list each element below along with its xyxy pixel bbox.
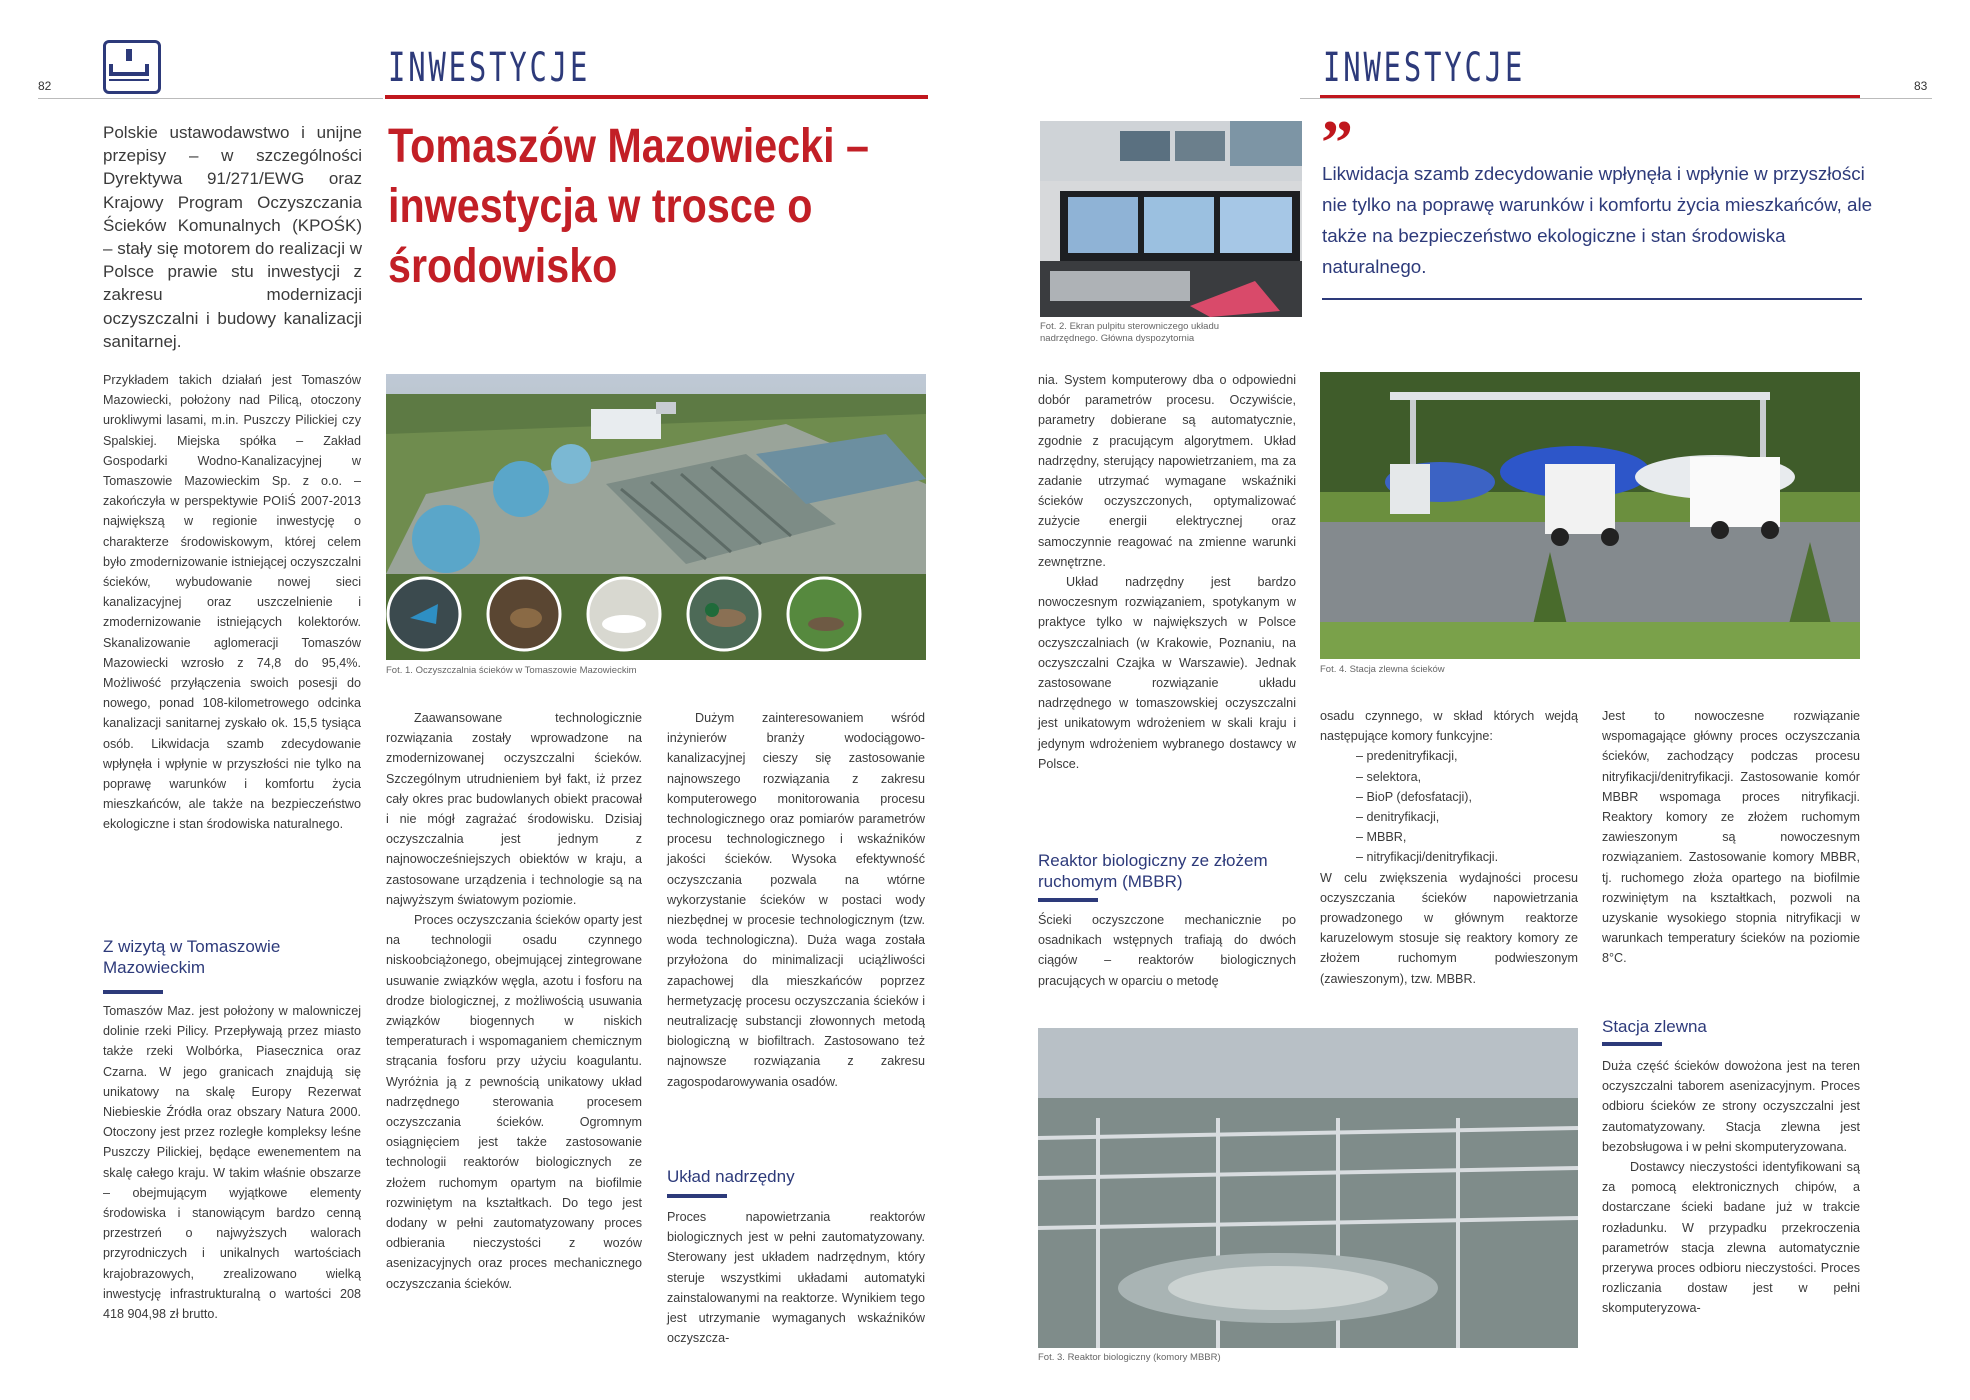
lead-paragraph: Polskie ustawodawstwo i unijne przepisy – w szczególności Dyrektywa 91/271/EWG oraz Krajowy Program Oczyszczania Ścieków Komunalnych (KPOŚK) – stały się motorem do realizacji w Polsce prawie stu inwestycji z zakresu modernizacji oczyszczalni i budowy kanalizacji sanitarnej.: [103, 123, 362, 351]
quote-rule: [1322, 298, 1862, 300]
list-item: – BioP (defosfatacji),: [1356, 787, 1578, 807]
right-col3-text2: Duża część ścieków dowożona jest na teren oczyszczalni taborem asenizacyjnym. Proces odbioru ścieków ze strony oczyszczalni jest zautomatyzowany. Stacja zlewna jest bezobsługowa i w pełni skomputeryzowana. Dostawcy nieczystości identyfikowani są za pomocą elektronicznych chipów, a dostarczane ścieki badane już w trakcie rozładunku. W przypadku przekroczenia parametrów stacja zlewna automatycznie przerywa proces odbioru nieczystości. Proces rozliczania dostaw jest w pełni skomputeryzowa-: [1602, 1059, 1860, 1316]
subhead-rule: [103, 990, 163, 994]
right-col3-text1: Jest to nowoczesne rozwiązanie wspomagające główny proces oczyszczania ścieków, zachodzący podczas procesu nitryfikacji/denitryfikacji. Zastosowanie komór MBBR wspomaga proces nitryfikacji. Reaktory komory ze złożem ruchomym zawieszonym są nowoczesnym rozwiązaniem. Zastosowanie komory MBBR, tj. ruchomego złoża opartego na biofilmie rozwiniętym na kształtkach, pozwoli na uzyskanie wysokiego stopnia nitryfikacji w warunkach temperatury ścieków na poziomie 8°C.: [1602, 709, 1860, 966]
header-rule-right: [1300, 98, 1932, 99]
subhead-rule: [1602, 1042, 1662, 1046]
page-number-left: 82: [38, 79, 52, 93]
subhead-stacja-zlewna: Stacja zlewna: [1602, 1017, 1707, 1036]
pull-quote: Likwidacja szamb zdecydowanie wpłynęła i wpłynie w przyszłości nie tylko na poprawę warunków i komfortu życia mieszkańców, ale także na bezpieczeństwo ekologiczne i stan środowiska naturalnego.: [1322, 163, 1873, 277]
right-col1-text2: Ścieki oczyszczone mechanicznie po osadnikach wstępnych trafiają do dwóch ciągów – reaktorów biologicznych pracujących w oparciu o metodę: [1038, 913, 1296, 988]
headline: Tomaszów Mazowiecki – inwestycja w trosce o środowisko: [388, 120, 869, 293]
photo1-caption: Fot. 1. Oczyszczalnia ścieków w Tomaszowie Mazowieckim: [386, 665, 637, 676]
photo-trucks: [1320, 372, 1860, 659]
list-item: – denitryfikacji,: [1356, 807, 1578, 827]
list-item: – selektora,: [1356, 767, 1578, 787]
left-col3-text2: Proces napowietrzania reaktorów biologicznych jest w pełni zautomatyzowany. Sterowany jest układem nadrzędnym, który steruje wszystkimi układami automatyki zainstalowanymi na reaktorze. Wynikiem tego jest utrzymanie wymaganych wskaźników oczyszcza-: [667, 1210, 925, 1346]
quote-mark-icon: ”: [1321, 107, 1353, 178]
list-item: – MBBR,: [1356, 827, 1578, 847]
header-rule-left: [38, 98, 383, 99]
left-col2-text: Zaawansowane technologicznie rozwiązania zostały wprowadzone na zmodernizowanej oczyszczalni ścieków. Szczególnym utrudnieniem był fakt, iż przez cały okres prac budowlanych obiekt pracował i nie mógł zagrażać środowisku. Dzisiaj oczyszczalnia jest jednym z najnowocześniejszych obiektów w kraju, a zastosowane urządzenia i technologie są na najwyższym światowym poziomie. Proces oczyszczania ścieków oparty jest na technologii osadu czynnego niskoobciążonego, obejmującej zintegrowane usuwanie związków węgla, azotu i fosforu na drodze biologicznej, z możliwością usuwania związków biogennych w niskich temperaturach i wspomaganiem chemicznym strącania fosforu przy użyciu koagulantu. Wyróżnia ją z pewnością unikatowy układ nadrzędnego sterowania procesem oczyszczania ścieków. Ogromnym osiągnięciem jest także zastosowanie technologii reaktorów biologicznych ze złożem ruchomym opartym na biofilmie rozwiniętym na kształtkach. Do tego jest dodany w pełni zautomatyzowany proces odbierania nieczystości z wozów asenizacyjnych oraz proces mechanicznego oczyszczania ścieków.: [386, 711, 642, 1291]
photo-control-room: [1040, 121, 1302, 317]
photo3-caption: Fot. 3. Reaktor biologiczny (komory MBBR): [1038, 1352, 1221, 1363]
photo4-caption: Fot. 4. Stacja zlewna ścieków: [1320, 664, 1445, 675]
subhead-uklad-nadrzedny: Układ nadrzędny: [667, 1167, 795, 1186]
header-rule-red-left: [385, 95, 928, 99]
photo-aerial-plant: [386, 374, 926, 660]
subhead-rule: [667, 1194, 727, 1198]
photo-reactor: [1038, 1028, 1578, 1348]
subhead-reaktor: Reaktor biologiczny ze złożem ruchomym (MBBR): [1038, 851, 1268, 891]
photo2-caption: Fot. 2. Ekran pulpitu sterowniczego układu nadrzędnego. Główna dyspozytornia: [1040, 321, 1220, 344]
right-col2-text: osadu czynnego, w skład których wejdą następujące komory funkcyjne: – predenitryfikacji, – selektora, – BioP (defosfatacji), – denitryfikacji, – MBBR, – nitryfikacji/denitryfikacji. W celu zwiększenia wydajności procesu oczyszczania ścieków napowietrzania prowadzonego w głównym reaktorze karuzelowym stosuje się reaktory komory ze złożem ruchomym podwieszonym (zawieszonym), tzw. MBBR.: [1320, 706, 1578, 989]
section-title-right: INWESTYCJE: [1323, 45, 1526, 91]
chamber-list: [1320, 746, 1578, 867]
page-number-right: 83: [1914, 79, 1928, 93]
section-title-left: INWESTYCJE: [388, 45, 591, 91]
left-col1-text1: Przykładem takich działań jest Tomaszów Mazowiecki, położony nad Pilicą, otoczony urokliwymi lasami, m.in. Puszczy Pilickiej czy Spalskiej. Miejska spółka – Zakład Gospodarki Wodno-Kanalizacyjnej w Tomaszowie Mazowieckim Sp. z o.o. – zakończyła w perspektywie POIiŚ 2007-2013 największą w regionie inwestycję o charakterze środowiskowym, której celem było zmodernizowanie istniejącej oczyszczalni ścieków, wybudowanie nowej sieci kanalizacyjnej oraz uszczelnienie i zmodernizowanie istniejących kolektorów. Skanalizowanie aglomeracji Tomaszów Mazowiecki wzrosło z 74,8 do 95,4%. Możliwość przyłączenia swoich posesji do nowego, ponad 108-kilometrowego odcinka kanalizacji sanitarnej zyskało ok. 15,5 tysiąca osób. Likwidacja szamb zdecydowanie wpłynęła i wpłynie w przyszłości nie tylko na poprawę warunków i komfortu życia mieszkańców, ale także na bezpieczeństwo ekologiczne i stan środowiska naturalnego.: [103, 373, 361, 832]
left-col1-text2: Tomaszów Maz. jest położony w malowniczej dolinie rzeki Pilicy. Przepływają przez miasto także rzeki Wolbórka, Piasecznica oraz Czarna. W jego granicach znajdują się unikatowy na skalę Europy Rezerwat Niebieskie Źródła oraz obszary Natura 2000. Otoczony jest przez rozległe kompleksy leśne Puszczy Pilickiej, będące ewenementem na skalę całego kraju. W takim właśnie obszarze – obejmującym wyjątkowe elementy środowiska i stanowiącym bardzo cenną przestrzeń o najwyższych walorach przyrodniczych i unikalnych wartościach krajobrazowych, zrealizowano wielką inwestycję infrastrukturalną o wartości 208 418 904,98 zł brutto.: [103, 1004, 361, 1322]
left-col3-text1: Dużym zainteresowaniem wśród inżynierów branży wodociągowo-kanalizacyjnej cieszy się zastosowanie najnowszego rozwiązania z zakresu komputerowego monitorowania procesu technologicznego oraz pomiarów parametrów procesu technologicznego i wskaźników jakości ścieków. Wysoka efektywność oczyszczania pozwala na wtórne wykorzystanie ścieków w postaci wody niezbędnej w procesie technologicznym (tzw. woda technologiczna). Duża waga została przyłożona do minimalizacji uciążliwości zapachowej dla mieszkańców poprzez hermetyzację procesu oczyszczania ścieków i neutralizację substancji złowonnych metodą biologiczną w biofiltrach. Zastosowano też najnowsze rozwiązania z zakresu zagospodarowywania osadów.: [667, 711, 925, 1089]
subhead-rule: [1038, 898, 1098, 902]
magazine-logo: [103, 40, 161, 94]
list-item: – predenitryfikacji,: [1356, 746, 1578, 766]
list-item: – nitryfikacji/denitryfikacji.: [1356, 847, 1578, 867]
right-col1-text1: nia. System komputerowy dba o odpowiedni dobór parametrów procesu. Oczywiście, parametry dobierane są automatycznie, zgodnie z pracującym algorytmem. Układ nadrzędny, sterujący napowietrzaniem, ma za zadanie utrzymać wymagane wskaźniki ścieków oczyszczonych, optymalizować zużycie energii elektrycznej oraz samoczynnie reagować na zmienne warunki zewnętrzne. Układ nadrzędny jest bardzo nowoczesnym rozwiązaniem, spotykanym w praktyce tylko w największych w Polsce oczyszczalniach (w Krakowie, Poznaniu, na oczyszczalni Czajka w Warszawie). Jednak zastosowane rozwiązanie układu nadrzędnego w tomaszowskiej oczyszczalni jest unikatowym wdrożeniem w skali kraju i jedynym wdrożeniem wybranego dostawcy w Polsce.: [1038, 373, 1296, 771]
subhead-z-wizyta: Z wizytą w Tomaszowie Mazowieckim: [103, 937, 281, 977]
